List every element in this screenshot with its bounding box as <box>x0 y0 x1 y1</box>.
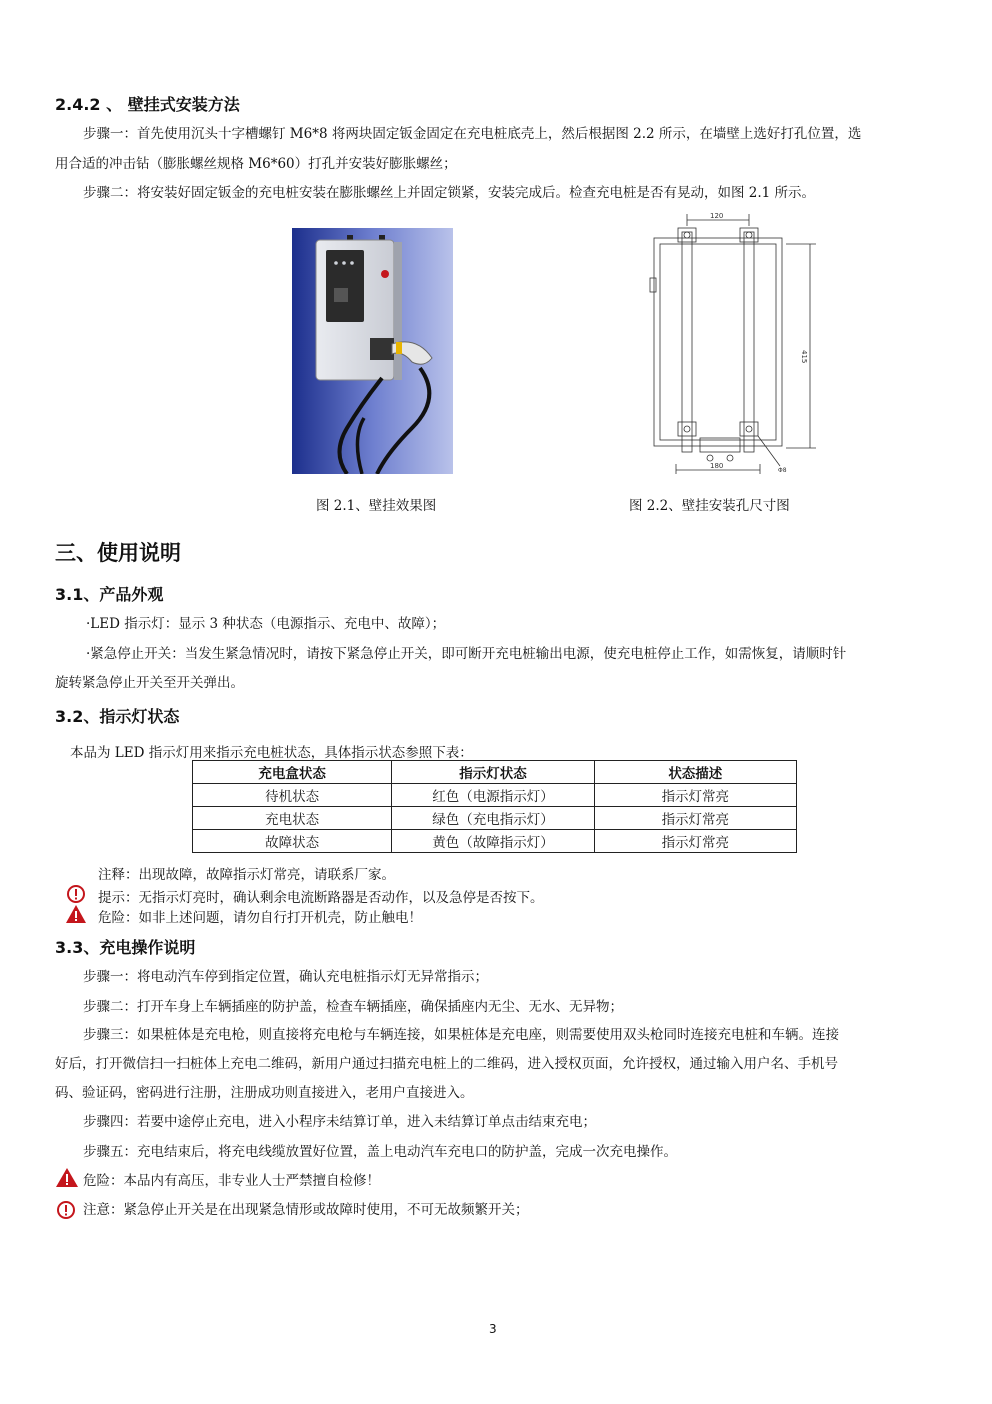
table-row <box>193 784 797 807</box>
table-cell: 待机状态 <box>193 784 392 807</box>
table-header: 指示灯状态 <box>392 761 594 784</box>
section-3-2-title: 3.2、指示灯状态 <box>55 707 180 726</box>
danger-triangle-icon <box>55 1167 79 1189</box>
estop-caution: 注意：紧急停止开关是在出现紧急情形或故障时使用，不可无故频繁开关； <box>83 1202 529 1218</box>
table-cell: 指示灯常亮 <box>594 784 796 807</box>
table-row <box>193 830 797 853</box>
danger-text: 危险：如非上述问题，请勿自行打开机壳，防止触电！ <box>98 910 422 926</box>
table-cell: 绿色（充电指示灯） <box>392 807 594 830</box>
dim-side-label: 415 <box>800 350 808 364</box>
estop-bullet-line1: ·紧急停止开关：当发生紧急情况时，请按下紧急停止开关，即可断开充电桩输出电源，使充电桩停止工作，如需恢复，请顺时针 <box>86 646 847 662</box>
table-cell: 红色（电源指示灯） <box>392 784 594 807</box>
charge-step3-line3: 码、验证码，密码进行注册，注册成功则直接进入，老用户直接进入。 <box>55 1085 474 1101</box>
tip-text: 提示：无指示灯亮时，确认剩余电流断路器是否动作，以及急停是否按下。 <box>98 890 544 906</box>
table-cell: 充电状态 <box>193 807 392 830</box>
warning-circle-icon <box>56 1200 76 1220</box>
chapter-3-title: 三、使用说明 <box>55 541 181 565</box>
step2-text: 步骤二：将安装好固定钣金的充电桩安装在膨胀螺丝上并固定锁紧，安装完成后。检查充电桩是否有晃动，如图 2.1 所示。 <box>83 185 816 201</box>
table-cell: 黄色（故障指示灯） <box>392 830 594 853</box>
charge-step2: 步骤二：打开车身上车辆插座的防护盖，检查车辆插座，确保插座内无尘、无水、无异物； <box>83 999 623 1015</box>
figure-2-2-caption: 图 2.2、壁挂安装孔尺寸图 <box>629 498 790 514</box>
section-3-3-title: 3.3、充电操作说明 <box>55 938 196 957</box>
danger-triangle-icon <box>65 904 87 924</box>
figure-2-1-caption: 图 2.1、壁挂效果图 <box>316 498 437 514</box>
fault-note: 注释：出现故障，故障指示灯常亮，请联系厂家。 <box>98 867 395 883</box>
charge-step4: 步骤四：若要中途停止充电，进入小程序未结算订单，进入未结算订单点击结束充电； <box>83 1114 596 1130</box>
dim-top-label: 120 <box>710 212 724 220</box>
dim-hole-label: Φ8 <box>778 467 787 474</box>
step1-line2: 用合适的冲击钻（膨胀螺丝规格 M6*60）打孔并安装好膨胀螺丝； <box>55 156 457 172</box>
step1-line1: 步骤一：首先使用沉头十字槽螺钉 M6*8 将两块固定钣金固定在充电桩底壳上，然后根据图 2.2 所示，在墙壁上选好打孔位置，选 <box>83 126 862 142</box>
mounting-dimension-drawing <box>640 208 820 478</box>
warning-circle-icon <box>66 884 86 904</box>
table-header: 充电盒状态 <box>193 761 392 784</box>
table-intro: 本品为 LED 指示灯用来指示充电桩状态，具体指示状态参照下表： <box>70 745 473 761</box>
section-2-4-2-title: 2.4.2 、 壁挂式安装方法 <box>55 95 240 114</box>
table-header: 状态描述 <box>594 761 796 784</box>
charge-step5: 步骤五：充电结束后，将充电线缆放置好位置，盖上电动汽车充电口的防护盖，完成一次充电操作。 <box>83 1144 677 1160</box>
page-number: 3 <box>489 1322 497 1336</box>
table-header-row <box>193 761 797 784</box>
estop-bullet-line2: 旋转紧急停止开关至开关弹出。 <box>55 675 244 691</box>
section-3-1-title: 3.1、产品外观 <box>55 585 164 604</box>
wall-mount-photo <box>292 228 453 474</box>
table-row <box>193 807 797 830</box>
table-cell: 指示灯常亮 <box>594 830 796 853</box>
dim-bottom-label: 180 <box>710 462 724 470</box>
charge-step3-line1: 步骤三：如果桩体是充电枪，则直接将充电枪与车辆连接，如果桩体是充电座，则需要使用双头枪同时连接充电桩和车辆。连接 <box>83 1027 839 1043</box>
indicator-status-table <box>192 760 797 853</box>
charge-step3-line2: 好后，打开微信扫一扫桩体上充电二维码，新用户通过扫描充电桩上的二维码，进入授权页面，允许授权，通过输入用户名、手机号 <box>55 1056 838 1072</box>
high-voltage-danger: 危险：本品内有高压，非专业人士严禁擅自检修！ <box>83 1173 380 1189</box>
table-cell: 故障状态 <box>193 830 392 853</box>
table-cell: 指示灯常亮 <box>594 807 796 830</box>
led-bullet: ·LED 指示灯：显示 3 种状态（电源指示、充电中、故障）； <box>86 616 446 632</box>
charge-step1: 步骤一：将电动汽车停到指定位置，确认充电桩指示灯无异常指示； <box>83 969 488 985</box>
